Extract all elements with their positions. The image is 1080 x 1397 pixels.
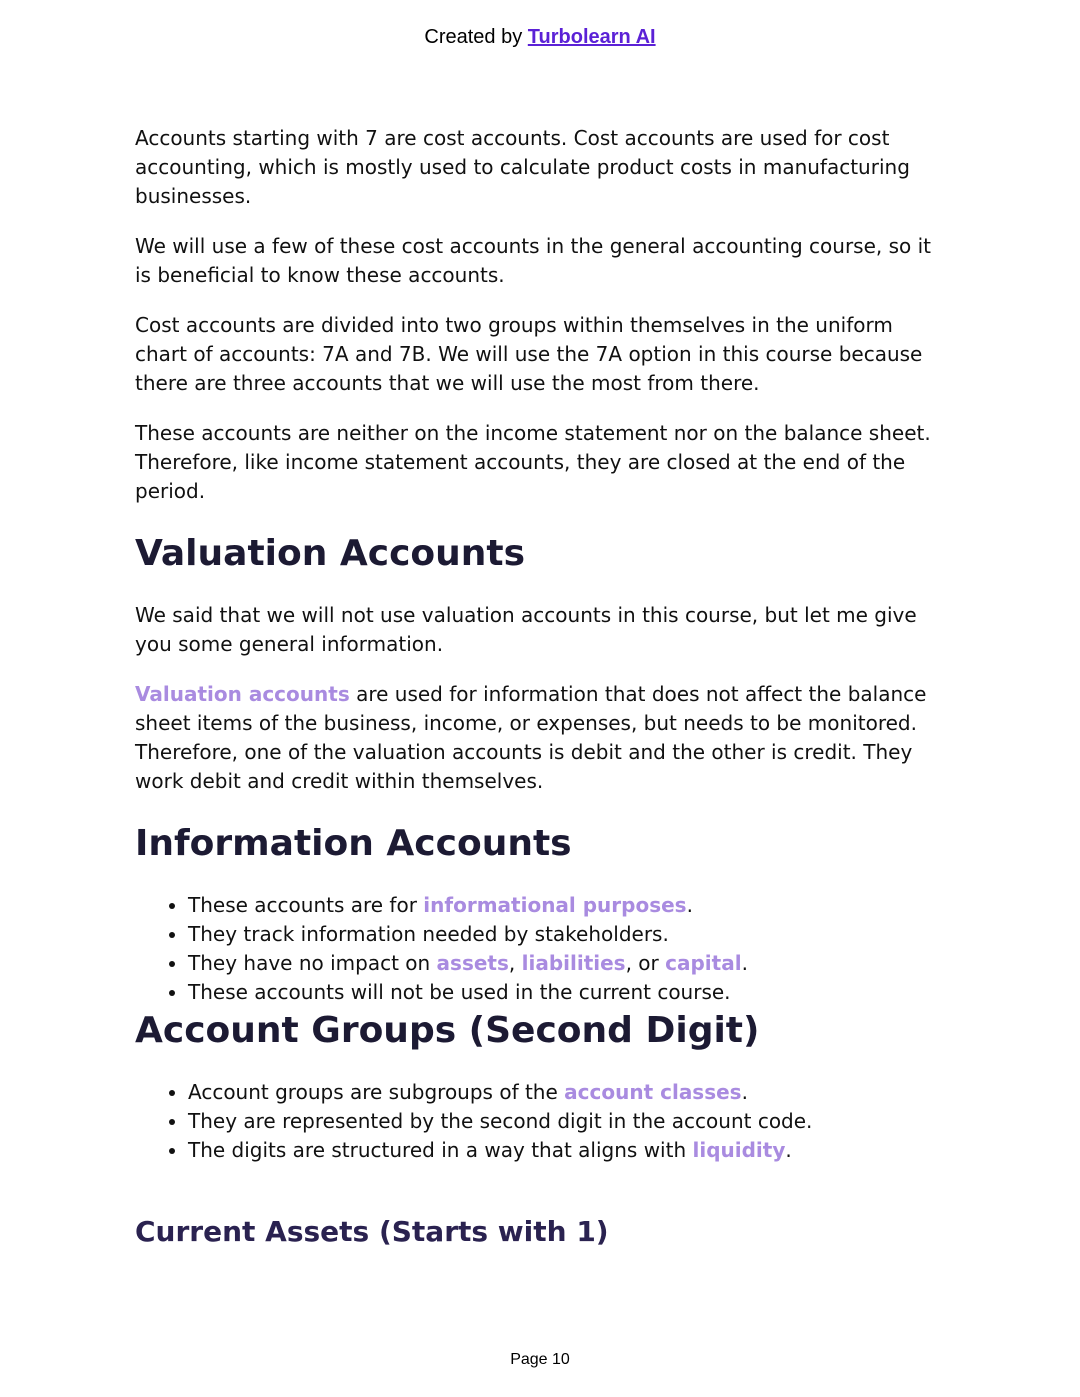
liquidity-term: liquidity <box>692 1138 786 1162</box>
valuation-heading: Valuation Accounts <box>135 533 526 574</box>
cost-paragraph-3: Cost accounts are divided into two groups within themselves in the uniform chart of accounts: 7A and 7B. We will use the 7A option in this course because there are three accounts that we will use the most from there. <box>135 313 923 395</box>
list-item: • These accounts are for informational purposes. <box>188 891 935 920</box>
list-item: • Account groups are subgroups of the account classes. <box>188 1078 935 1107</box>
header-prefix: Created by <box>424 26 523 48</box>
turbolearn-link[interactable]: Turbolearn AI <box>527 26 656 48</box>
list-item: • The digits are structured in a way that aligns with liquidity. <box>188 1136 935 1165</box>
valuation-accounts-term: Valuation accounts <box>135 682 350 706</box>
liabilities-term: liabilities <box>521 951 626 975</box>
page-number: Page 10 <box>510 1351 570 1368</box>
cost-paragraph-4: These accounts are neither on the income statement nor on the balance sheet. Therefore, like income statement accounts, they are closed at the end of the period. <box>135 421 931 503</box>
valuation-definition <box>135 680 935 796</box>
informational-purposes-term: informational purposes <box>423 893 687 917</box>
cost-paragraph-1: Accounts starting with 7 are cost accounts. Cost accounts are used for cost accounting, which is mostly used to calculate product costs in manufacturing businesses. <box>135 126 910 208</box>
current-assets-heading: Current Assets (Starts with 1) <box>135 1215 609 1248</box>
assets-term: assets <box>436 951 509 975</box>
list-item: • These accounts will not be used in the current course. <box>188 978 935 1007</box>
account-groups-heading: Account Groups (Second Digit) <box>135 1010 760 1051</box>
capital-term: capital <box>665 951 742 975</box>
list-item: • They have no impact on assets, liabilities, or capital. <box>188 949 935 978</box>
information-heading: Information Accounts <box>135 823 572 864</box>
page-header <box>0 26 1080 49</box>
account-groups-list <box>135 1078 935 1165</box>
list-item: • They are represented by the second digit in the account code. <box>188 1107 935 1136</box>
document-body <box>135 124 935 1250</box>
valuation-definition-text: are used for information that does not affect the balance sheet items of the business, income, or expenses, but needs to be monitored. Therefore, one of the valuation accounts is debit and the other is credit. They work debit and credit within themselves. <box>135 682 927 793</box>
information-list <box>135 891 935 1007</box>
list-item: • They track information needed by stakeholders. <box>188 920 935 949</box>
cost-paragraph-2: We will use a few of these cost accounts in the general accounting course, so it is beneficial to know these accounts. <box>135 234 932 287</box>
account-classes-term: account classes <box>564 1080 742 1104</box>
valuation-intro: We said that we will not use valuation accounts in this course, but let me give you some general information. <box>135 603 917 656</box>
